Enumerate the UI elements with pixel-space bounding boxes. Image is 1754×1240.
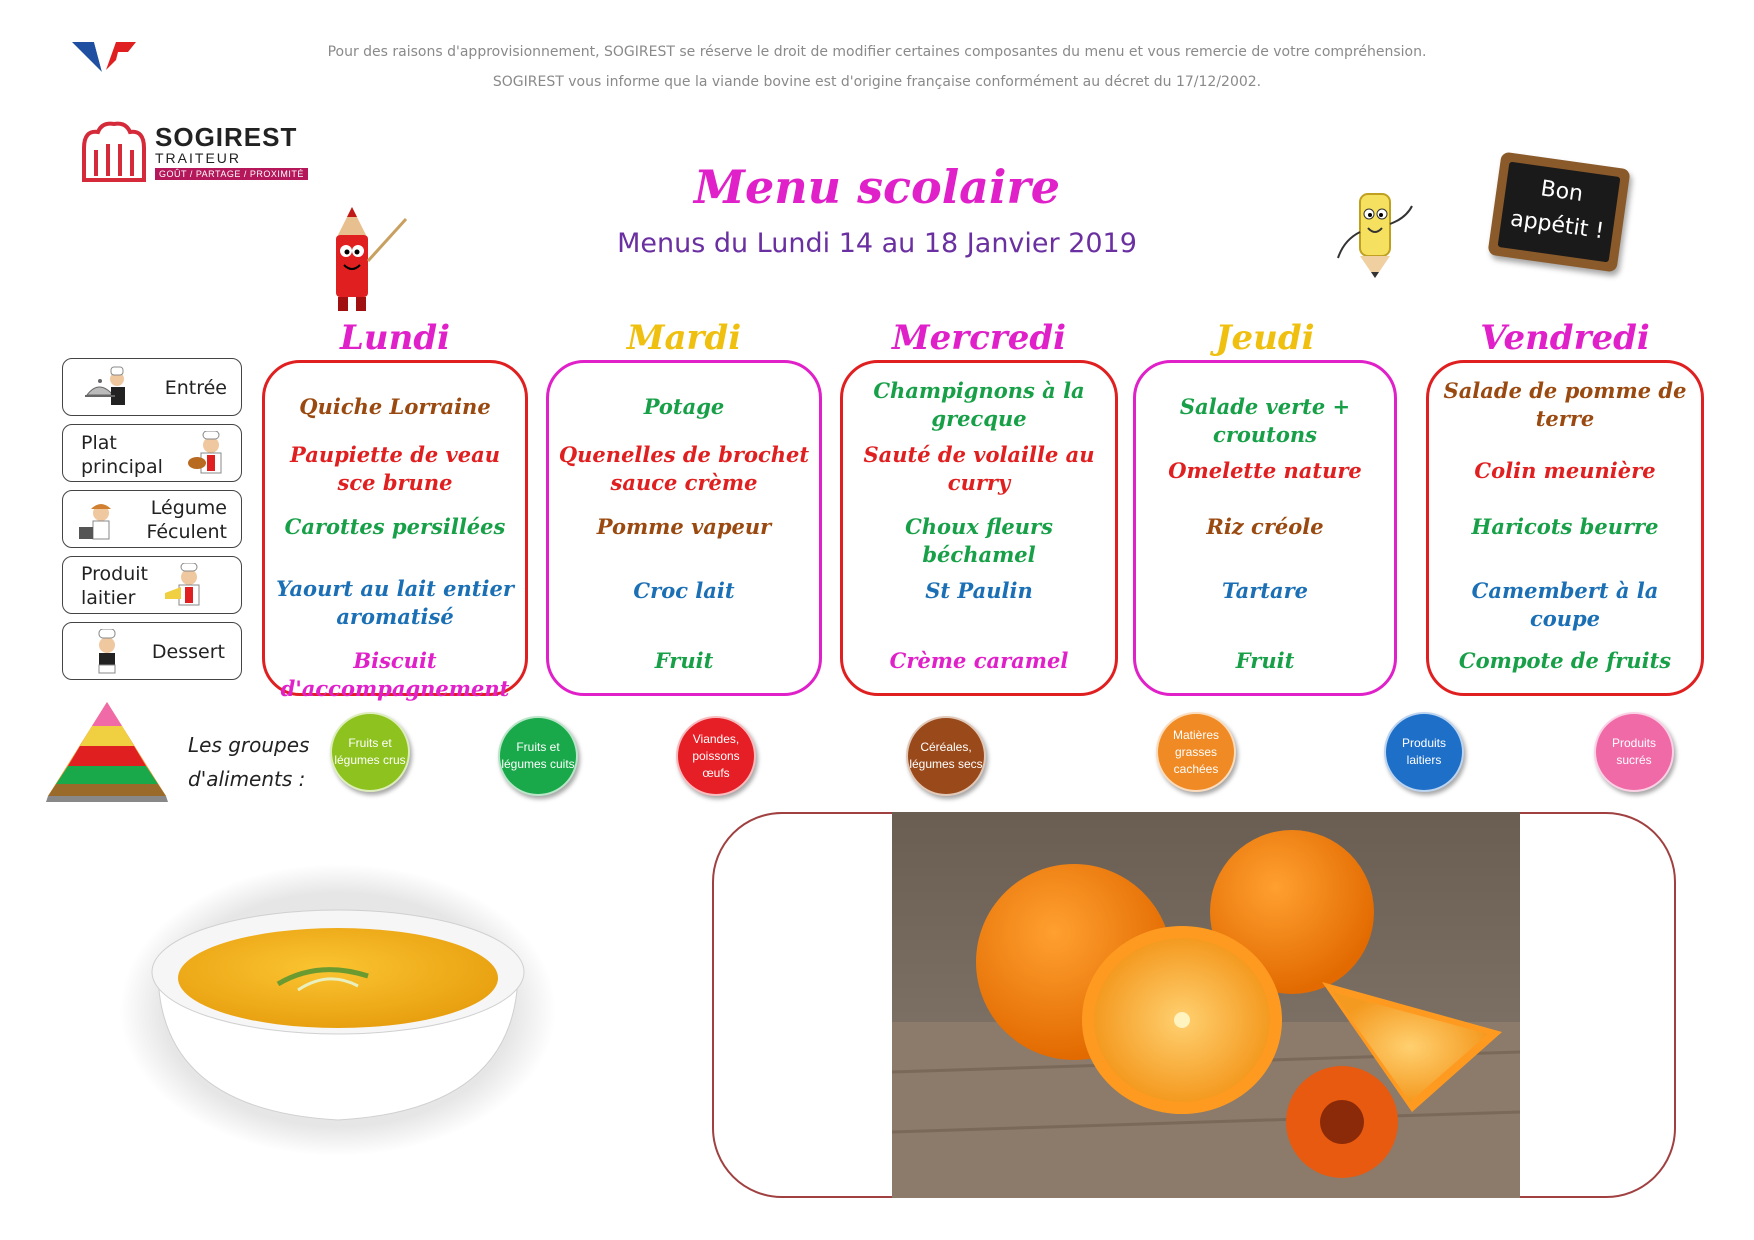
category-label <box>81 562 161 610</box>
category-produit-laitier <box>62 556 242 614</box>
food-pyramid-icon <box>46 700 168 804</box>
chef-girl-icon <box>77 497 123 543</box>
chalkboard-line-2: appétit ! <box>1508 206 1606 245</box>
dish-item: Fruit <box>654 648 714 673</box>
dish-item: Champignons à la grecque <box>873 378 1085 431</box>
food-group-bubble: Fruits et légumes cuits <box>498 716 578 796</box>
food-groups-label-line-2: d'aliments : <box>188 767 306 791</box>
page-title: Menu scolaire <box>694 160 1060 214</box>
food-groups-label-line-1: Les groupes <box>188 733 310 757</box>
category-label <box>81 431 171 479</box>
day-menu-mardi <box>546 360 822 696</box>
dish-item: Quenelles de brochet sauce crème <box>558 442 810 495</box>
dish-item: Crème caramel <box>889 648 1069 673</box>
chef-cheese-icon <box>163 563 209 609</box>
dish-item: Paupiette de veau sce brune <box>290 442 500 495</box>
food-group-bubble: Matières grasses cachées <box>1156 712 1236 792</box>
brand-tagline: GOÛT / PARTAGE / PROXIMITÉ <box>155 168 308 180</box>
category-label-text: Légume Féculent <box>146 497 227 543</box>
category-label: Dessert <box>151 641 225 663</box>
oranges-photo <box>892 812 1520 1198</box>
brand-name: SOGIREST <box>155 122 298 152</box>
dish-item: Colin meunière <box>1474 458 1656 483</box>
dish-item: Compote de fruits <box>1458 648 1672 673</box>
category-label-text: Produit laitier <box>81 563 148 609</box>
day-heading-jeudi: Jeudi <box>1215 318 1315 358</box>
dish-item: Haricots beurre <box>1471 514 1659 539</box>
brand-sub: TRAITEUR <box>155 150 241 166</box>
day-menu-mercredi <box>840 360 1118 696</box>
day-heading-vendredi: Vendredi <box>1480 318 1650 358</box>
chef-turkey-icon <box>187 431 233 477</box>
category-dessert <box>62 622 242 680</box>
dish-item: St Paulin <box>925 578 1033 603</box>
category-legume-feculent <box>62 490 242 548</box>
red-pencil-mascot-icon <box>318 205 413 315</box>
day-heading-lundi: Lundi <box>339 318 451 358</box>
category-plat-principal <box>62 424 242 482</box>
dish-item: Yaourt au lait entier aromatisé <box>276 576 514 629</box>
category-label-text: Plat principal <box>81 432 163 478</box>
dish-item: Salade verte + croutons <box>1179 394 1351 447</box>
dish-item: Omelette nature <box>1168 458 1362 483</box>
dish-item: Quiche Lorraine <box>299 394 491 419</box>
day-menu-vendredi <box>1426 360 1704 696</box>
page-subtitle: Menus du Lundi 14 au 18 Janvier 2019 <box>617 228 1137 259</box>
food-groups-label <box>188 728 309 796</box>
beef-origin-notice: SOGIREST vous informe que la viande bovine est d'origine française conformément au décret du 17/12/2002. <box>492 74 1262 90</box>
supply-notice: Pour des raisons d'approvisionnement, SOGIREST se réserve le droit de modifier certaines composantes du menu et vous remercie de votre compréhension. <box>327 44 1427 60</box>
category-label: Entrée <box>164 377 227 399</box>
dish-item: Salade de pomme de terre <box>1443 378 1687 431</box>
chef-kid-icon <box>85 629 131 675</box>
day-menu-jeudi <box>1133 360 1397 696</box>
food-group-bubble: Viandes, poissons œufs <box>676 716 756 796</box>
day-menu-lundi <box>262 360 528 701</box>
food-group-bubble: Céréales, légumes secs <box>906 716 986 796</box>
viande-francaise-logo <box>72 42 136 82</box>
day-heading-mercredi: Mercredi <box>891 318 1067 358</box>
yellow-pencil-mascot-icon <box>1332 188 1422 284</box>
bon-appetit-chalkboard <box>1487 151 1630 272</box>
dish-item: Tartare <box>1221 578 1309 603</box>
day-heading-mardi: Mardi <box>626 318 742 358</box>
food-group-bubble: Fruits et légumes crus <box>330 712 410 792</box>
chalkboard-line-1: Bon <box>1539 176 1585 208</box>
dish-item: Fruit <box>1235 648 1295 673</box>
soup-bowl-image <box>118 860 558 1160</box>
dish-item: Riz créole <box>1206 514 1324 539</box>
food-group-bubble: Produits laitiers <box>1384 712 1464 792</box>
category-entree <box>62 358 242 416</box>
dish-item: Choux fleurs béchamel <box>905 514 1053 567</box>
waiter-cloche-icon <box>83 365 129 411</box>
dish-item: Biscuit d'accompagnement <box>280 648 510 701</box>
dish-item: Carottes persillées <box>284 514 506 539</box>
dish-item: Croc lait <box>633 578 735 603</box>
category-label <box>127 496 227 544</box>
dish-item: Potage <box>643 394 725 419</box>
dish-item: Camembert à la coupe <box>1471 578 1659 631</box>
food-group-bubble: Produits sucrés <box>1594 712 1674 792</box>
dish-item: Pomme vapeur <box>596 514 772 539</box>
dish-item: Sauté de volaille au curry <box>863 442 1095 495</box>
